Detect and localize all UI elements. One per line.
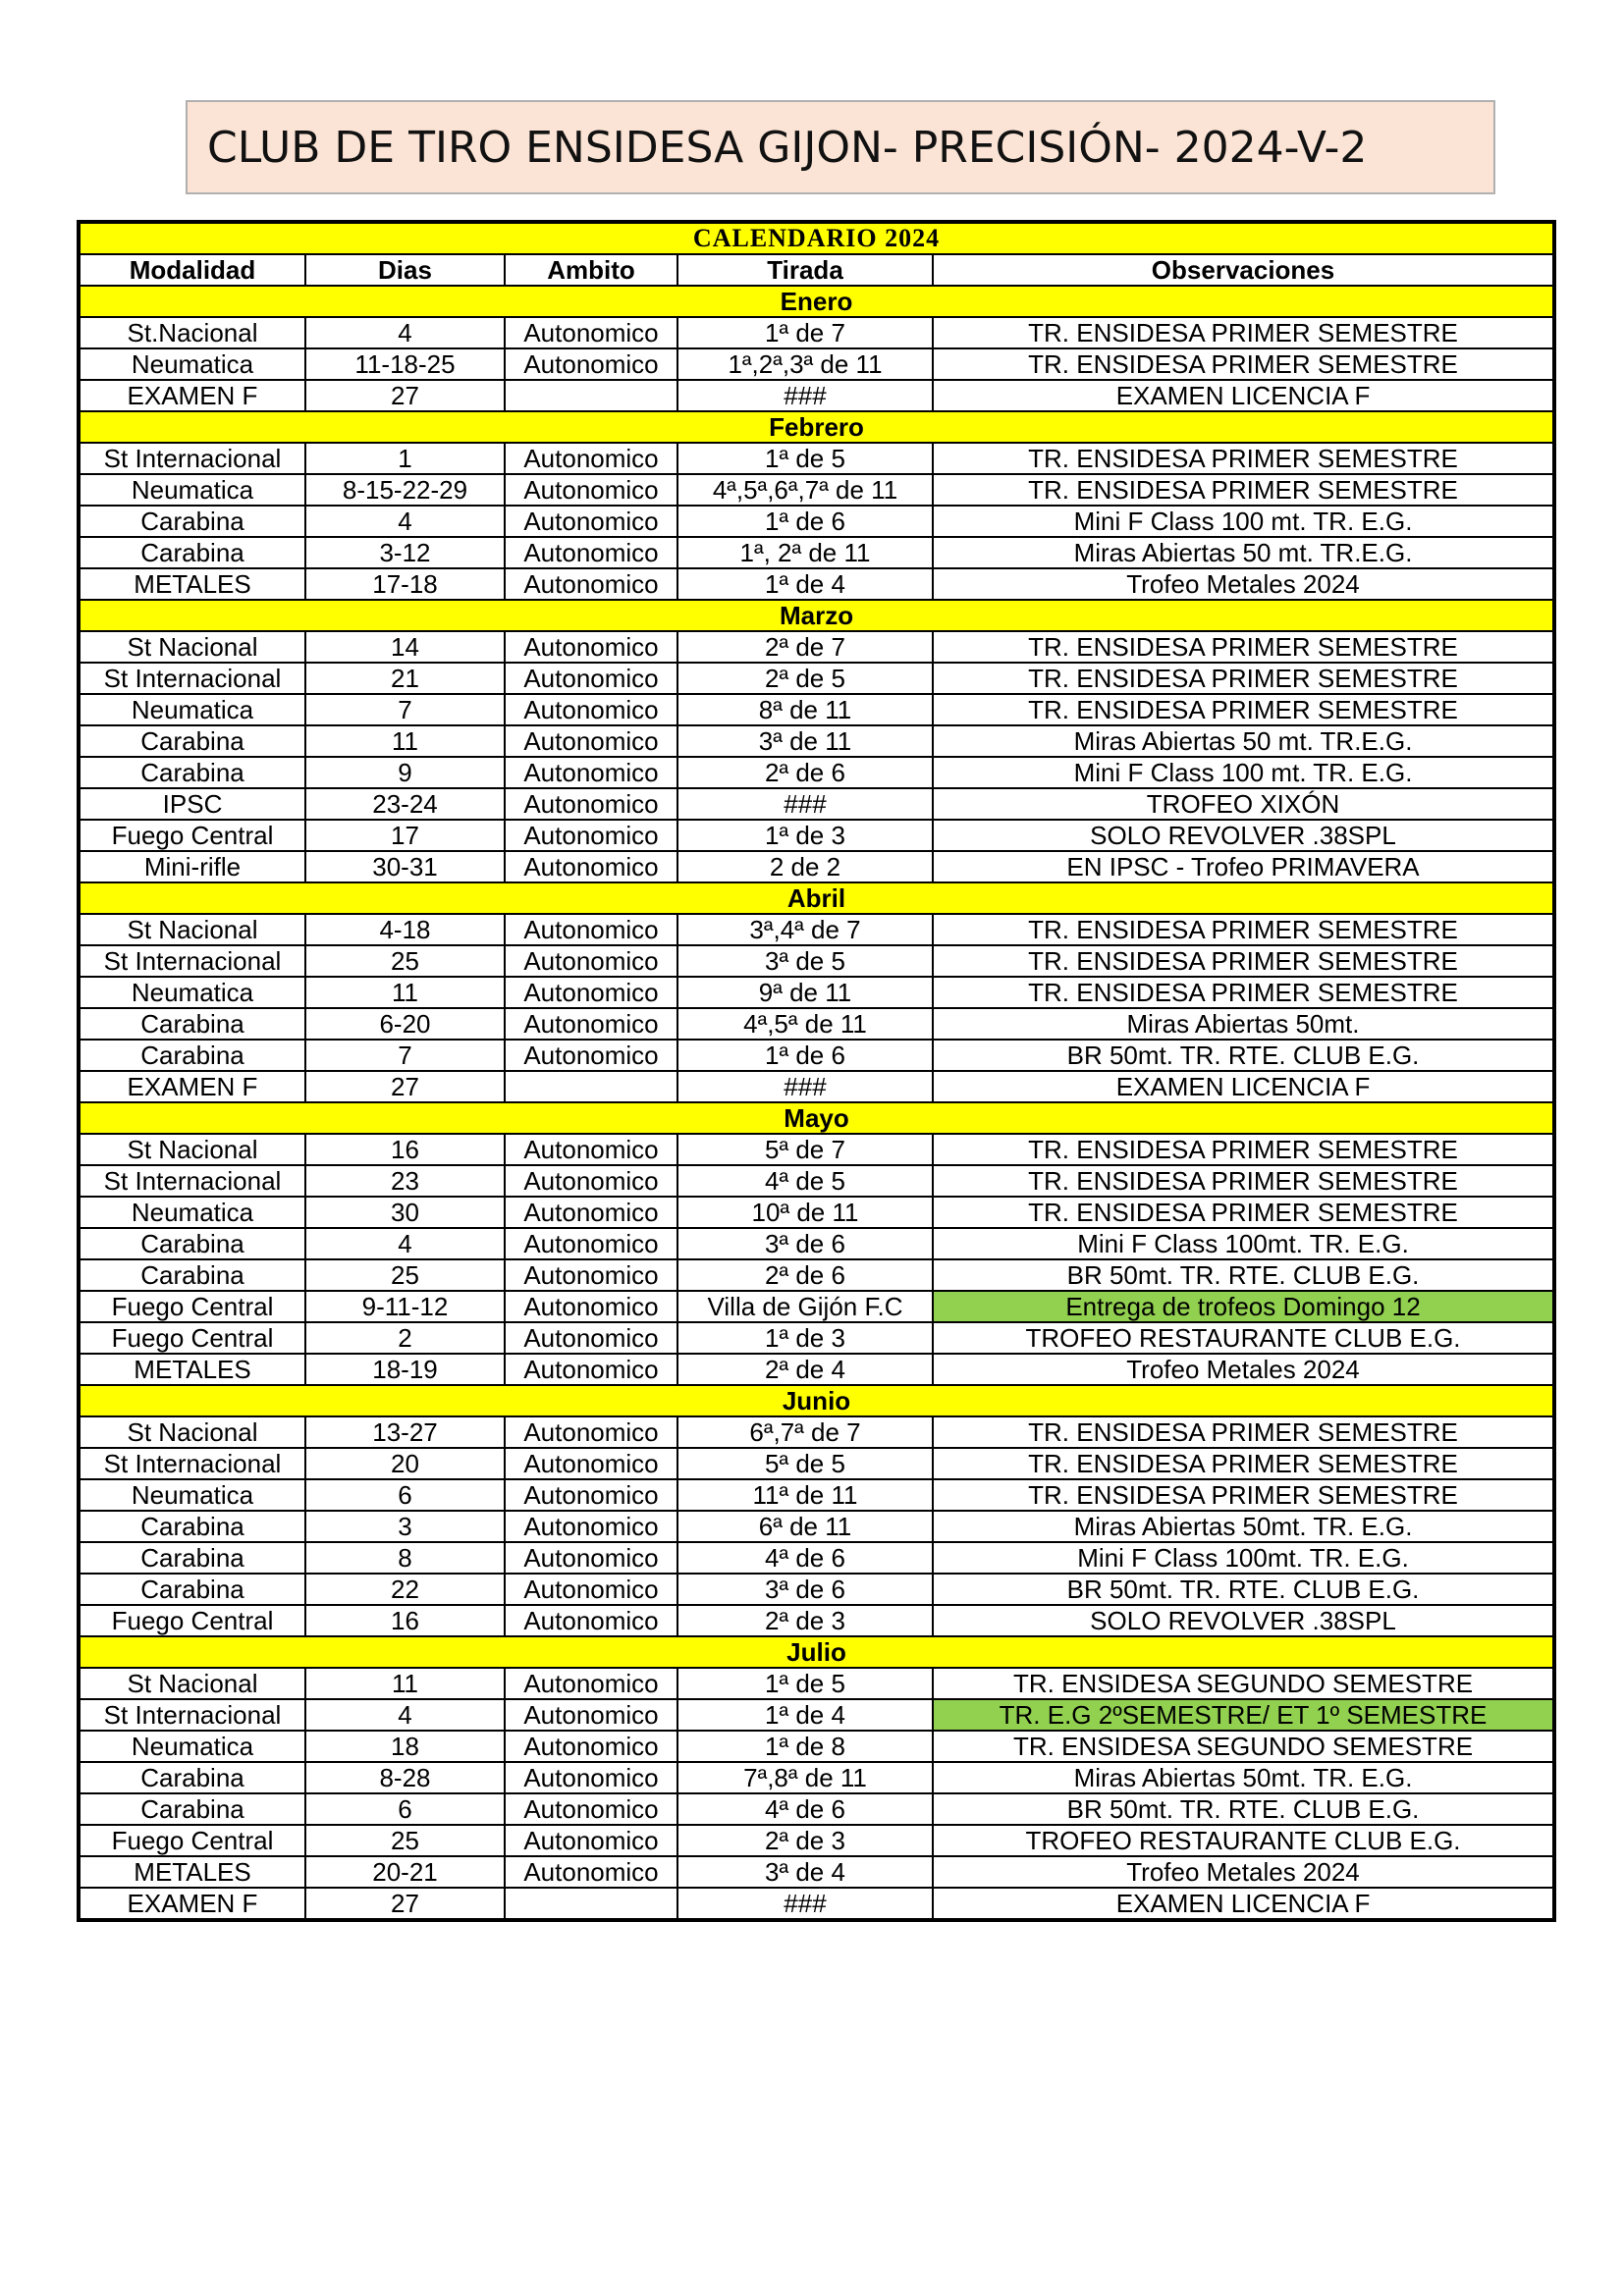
observaciones-cell: EXAMEN LICENCIA F bbox=[933, 380, 1554, 411]
modalidad-cell: Carabina bbox=[79, 506, 305, 537]
tirada-cell: 4ª de 5 bbox=[677, 1165, 933, 1197]
modalidad-cell: St Internacional bbox=[79, 443, 305, 474]
tirada-cell: 1ª de 6 bbox=[677, 506, 933, 537]
dias-cell: 8-28 bbox=[305, 1762, 505, 1793]
month-row bbox=[79, 882, 1554, 914]
observaciones-cell: TR. ENSIDESA PRIMER SEMESTRE bbox=[933, 1448, 1554, 1479]
dias-cell: 11 bbox=[305, 725, 505, 757]
tirada-cell: 7ª,8ª de 11 bbox=[677, 1762, 933, 1793]
observaciones-cell: Mini F Class 100mt. TR. E.G. bbox=[933, 1228, 1554, 1259]
event-row bbox=[79, 506, 1554, 537]
event-row bbox=[79, 663, 1554, 694]
tirada-cell: 2ª de 4 bbox=[677, 1354, 933, 1385]
modalidad-cell: St.Nacional bbox=[79, 317, 305, 348]
ambito-cell: Autonomico bbox=[505, 820, 677, 851]
event-row bbox=[79, 851, 1554, 882]
modalidad-cell: METALES bbox=[79, 1856, 305, 1888]
event-row bbox=[79, 1731, 1554, 1762]
dias-cell: 4 bbox=[305, 1228, 505, 1259]
event-row bbox=[79, 1793, 1554, 1825]
dias-cell: 6-20 bbox=[305, 1008, 505, 1040]
tirada-cell: ### bbox=[677, 380, 933, 411]
ambito-cell: Autonomico bbox=[505, 1134, 677, 1165]
tirada-cell: 1ª de 6 bbox=[677, 1040, 933, 1071]
ambito-cell: Autonomico bbox=[505, 1322, 677, 1354]
tirada-cell: 3ª de 11 bbox=[677, 725, 933, 757]
event-row bbox=[79, 1542, 1554, 1574]
ambito-cell: Autonomico bbox=[505, 1040, 677, 1071]
ambito-cell: Autonomico bbox=[505, 1479, 677, 1511]
dias-cell: 3 bbox=[305, 1511, 505, 1542]
tirada-cell: 2ª de 6 bbox=[677, 757, 933, 788]
month-row bbox=[79, 1385, 1554, 1416]
month-row bbox=[79, 411, 1554, 443]
tirada-cell: 3ª de 4 bbox=[677, 1856, 933, 1888]
ambito-cell: Autonomico bbox=[505, 1668, 677, 1699]
dias-cell: 3-12 bbox=[305, 537, 505, 568]
ambito-cell: Autonomico bbox=[505, 663, 677, 694]
tirada-cell: 5ª de 7 bbox=[677, 1134, 933, 1165]
event-row bbox=[79, 1825, 1554, 1856]
event-row bbox=[79, 1259, 1554, 1291]
event-row bbox=[79, 977, 1554, 1008]
month-name: Abril bbox=[79, 882, 1554, 914]
calendar-title-row bbox=[79, 222, 1554, 254]
modalidad-cell: METALES bbox=[79, 568, 305, 600]
observaciones-cell: TR. ENSIDESA PRIMER SEMESTRE bbox=[933, 663, 1554, 694]
dias-cell: 9 bbox=[305, 757, 505, 788]
tirada-cell: 1ª de 3 bbox=[677, 820, 933, 851]
observaciones-cell: TR. ENSIDESA PRIMER SEMESTRE bbox=[933, 443, 1554, 474]
tirada-cell: ### bbox=[677, 1071, 933, 1102]
tirada-cell: 2ª de 6 bbox=[677, 1259, 933, 1291]
modalidad-cell: EXAMEN F bbox=[79, 1888, 305, 1920]
observaciones-cell: Trofeo Metales 2024 bbox=[933, 1856, 1554, 1888]
ambito-cell: Autonomico bbox=[505, 1574, 677, 1605]
tirada-cell: 1ª de 7 bbox=[677, 317, 933, 348]
dias-cell: 30-31 bbox=[305, 851, 505, 882]
dias-cell: 8 bbox=[305, 1542, 505, 1574]
tirada-cell: 1ª de 5 bbox=[677, 1668, 933, 1699]
dias-cell: 18 bbox=[305, 1731, 505, 1762]
tirada-cell: ### bbox=[677, 788, 933, 820]
modalidad-cell: Fuego Central bbox=[79, 1825, 305, 1856]
dias-cell: 9-11-12 bbox=[305, 1291, 505, 1322]
modalidad-cell: Carabina bbox=[79, 1574, 305, 1605]
modalidad-cell: Mini-rifle bbox=[79, 851, 305, 882]
tirada-cell: 1ª,2ª,3ª de 11 bbox=[677, 348, 933, 380]
ambito-cell: Autonomico bbox=[505, 537, 677, 568]
tirada-cell: 1ª de 4 bbox=[677, 568, 933, 600]
observaciones-cell: SOLO REVOLVER .38SPL bbox=[933, 1605, 1554, 1636]
ambito-cell: Autonomico bbox=[505, 1542, 677, 1574]
modalidad-cell: Neumatica bbox=[79, 1197, 305, 1228]
observaciones-cell: TROFEO XIXÓN bbox=[933, 788, 1554, 820]
observaciones-cell: Miras Abiertas 50mt. bbox=[933, 1008, 1554, 1040]
observaciones-cell: TR. ENSIDESA PRIMER SEMESTRE bbox=[933, 1197, 1554, 1228]
event-row bbox=[79, 1416, 1554, 1448]
observaciones-cell: BR 50mt. TR. RTE. CLUB E.G. bbox=[933, 1040, 1554, 1071]
ambito-cell: Autonomico bbox=[505, 1511, 677, 1542]
observaciones-cell: EN IPSC - Trofeo PRIMAVERA bbox=[933, 851, 1554, 882]
dias-cell: 21 bbox=[305, 663, 505, 694]
modalidad-cell: Carabina bbox=[79, 1542, 305, 1574]
tirada-cell: 8ª de 11 bbox=[677, 694, 933, 725]
event-row bbox=[79, 1040, 1554, 1071]
tirada-cell: 11ª de 11 bbox=[677, 1479, 933, 1511]
modalidad-cell: Carabina bbox=[79, 1259, 305, 1291]
tirada-cell: 9ª de 11 bbox=[677, 977, 933, 1008]
modalidad-cell: Carabina bbox=[79, 725, 305, 757]
ambito-cell: Autonomico bbox=[505, 474, 677, 506]
modalidad-cell: Carabina bbox=[79, 1040, 305, 1071]
dias-cell: 22 bbox=[305, 1574, 505, 1605]
event-row bbox=[79, 725, 1554, 757]
dias-cell: 27 bbox=[305, 1071, 505, 1102]
column-header: Modalidad bbox=[79, 254, 305, 286]
event-row bbox=[79, 1762, 1554, 1793]
column-header: Observaciones bbox=[933, 254, 1554, 286]
event-row bbox=[79, 1448, 1554, 1479]
dias-cell: 4-18 bbox=[305, 914, 505, 945]
event-row bbox=[79, 443, 1554, 474]
ambito-cell bbox=[505, 1071, 677, 1102]
observaciones-cell: EXAMEN LICENCIA F bbox=[933, 1071, 1554, 1102]
event-row bbox=[79, 474, 1554, 506]
modalidad-cell: Fuego Central bbox=[79, 1605, 305, 1636]
modalidad-cell: IPSC bbox=[79, 788, 305, 820]
tirada-cell: 2ª de 3 bbox=[677, 1605, 933, 1636]
tirada-cell: 1ª, 2ª de 11 bbox=[677, 537, 933, 568]
event-row bbox=[79, 788, 1554, 820]
observaciones-cell: BR 50mt. TR. RTE. CLUB E.G. bbox=[933, 1574, 1554, 1605]
tirada-cell: 3ª,4ª de 7 bbox=[677, 914, 933, 945]
tirada-cell: 3ª de 6 bbox=[677, 1228, 933, 1259]
calendar-table bbox=[77, 220, 1556, 1922]
observaciones-cell: Entrega de trofeos Domingo 12 bbox=[933, 1291, 1554, 1322]
dias-cell: 16 bbox=[305, 1134, 505, 1165]
tirada-cell: 10ª de 11 bbox=[677, 1197, 933, 1228]
ambito-cell: Autonomico bbox=[505, 1008, 677, 1040]
month-row bbox=[79, 600, 1554, 631]
event-row bbox=[79, 1511, 1554, 1542]
modalidad-cell: Carabina bbox=[79, 1511, 305, 1542]
dias-cell: 25 bbox=[305, 1825, 505, 1856]
dias-cell: 17-18 bbox=[305, 568, 505, 600]
dias-cell: 4 bbox=[305, 506, 505, 537]
tirada-cell: 6ª,7ª de 7 bbox=[677, 1416, 933, 1448]
tirada-cell: 2 de 2 bbox=[677, 851, 933, 882]
dias-cell: 11 bbox=[305, 977, 505, 1008]
calendar-body bbox=[79, 286, 1554, 1920]
modalidad-cell: Neumatica bbox=[79, 694, 305, 725]
ambito-cell: Autonomico bbox=[505, 945, 677, 977]
dias-cell: 25 bbox=[305, 1259, 505, 1291]
dias-cell: 6 bbox=[305, 1479, 505, 1511]
modalidad-cell: EXAMEN F bbox=[79, 1071, 305, 1102]
tirada-cell: 3ª de 5 bbox=[677, 945, 933, 977]
observaciones-cell: TR. ENSIDESA PRIMER SEMESTRE bbox=[933, 977, 1554, 1008]
observaciones-cell: EXAMEN LICENCIA F bbox=[933, 1888, 1554, 1920]
month-row bbox=[79, 1636, 1554, 1668]
dias-cell: 20 bbox=[305, 1448, 505, 1479]
ambito-cell: Autonomico bbox=[505, 1354, 677, 1385]
modalidad-cell: Fuego Central bbox=[79, 820, 305, 851]
event-row bbox=[79, 1354, 1554, 1385]
modalidad-cell: St Internacional bbox=[79, 1448, 305, 1479]
ambito-cell: Autonomico bbox=[505, 851, 677, 882]
dias-cell: 6 bbox=[305, 1793, 505, 1825]
observaciones-cell: Miras Abiertas 50mt. TR. E.G. bbox=[933, 1511, 1554, 1542]
tirada-cell: 4ª de 6 bbox=[677, 1542, 933, 1574]
ambito-cell: Autonomico bbox=[505, 1165, 677, 1197]
event-row bbox=[79, 1856, 1554, 1888]
event-row bbox=[79, 1574, 1554, 1605]
tirada-cell: 3ª de 6 bbox=[677, 1574, 933, 1605]
event-row bbox=[79, 1699, 1554, 1731]
ambito-cell: Autonomico bbox=[505, 1793, 677, 1825]
tirada-cell: 2ª de 7 bbox=[677, 631, 933, 663]
ambito-cell: Autonomico bbox=[505, 914, 677, 945]
event-row bbox=[79, 348, 1554, 380]
ambito-cell: Autonomico bbox=[505, 317, 677, 348]
event-row bbox=[79, 914, 1554, 945]
observaciones-cell: SOLO REVOLVER .38SPL bbox=[933, 820, 1554, 851]
column-header: Ambito bbox=[505, 254, 677, 286]
ambito-cell bbox=[505, 380, 677, 411]
modalidad-cell: Neumatica bbox=[79, 474, 305, 506]
observaciones-cell: TROFEO RESTAURANTE CLUB E.G. bbox=[933, 1322, 1554, 1354]
modalidad-cell: St Internacional bbox=[79, 1699, 305, 1731]
month-name: Mayo bbox=[79, 1102, 1554, 1134]
modalidad-cell: Carabina bbox=[79, 1762, 305, 1793]
dias-cell: 4 bbox=[305, 317, 505, 348]
observaciones-cell: TR. ENSIDESA SEGUNDO SEMESTRE bbox=[933, 1731, 1554, 1762]
dias-cell: 30 bbox=[305, 1197, 505, 1228]
column-header: Dias bbox=[305, 254, 505, 286]
dias-cell: 13-27 bbox=[305, 1416, 505, 1448]
ambito-cell: Autonomico bbox=[505, 1197, 677, 1228]
modalidad-cell: St Nacional bbox=[79, 1416, 305, 1448]
observaciones-cell: TR. ENSIDESA PRIMER SEMESTRE bbox=[933, 694, 1554, 725]
dias-cell: 23-24 bbox=[305, 788, 505, 820]
observaciones-cell: TR. ENSIDESA PRIMER SEMESTRE bbox=[933, 348, 1554, 380]
tirada-cell: 4ª de 6 bbox=[677, 1793, 933, 1825]
tirada-cell: ### bbox=[677, 1888, 933, 1920]
ambito-cell: Autonomico bbox=[505, 1416, 677, 1448]
dias-cell: 14 bbox=[305, 631, 505, 663]
ambito-cell: Autonomico bbox=[505, 1762, 677, 1793]
event-row bbox=[79, 1291, 1554, 1322]
modalidad-cell: St Nacional bbox=[79, 631, 305, 663]
dias-cell: 17 bbox=[305, 820, 505, 851]
event-row bbox=[79, 537, 1554, 568]
dias-cell: 20-21 bbox=[305, 1856, 505, 1888]
dias-cell: 8-15-22-29 bbox=[305, 474, 505, 506]
ambito-cell: Autonomico bbox=[505, 1228, 677, 1259]
event-row bbox=[79, 1668, 1554, 1699]
observaciones-cell: TR. ENSIDESA SEGUNDO SEMESTRE bbox=[933, 1668, 1554, 1699]
event-row bbox=[79, 380, 1554, 411]
event-row bbox=[79, 631, 1554, 663]
modalidad-cell: Neumatica bbox=[79, 1479, 305, 1511]
ambito-cell: Autonomico bbox=[505, 348, 677, 380]
observaciones-cell: Mini F Class 100 mt. TR. E.G. bbox=[933, 757, 1554, 788]
month-row bbox=[79, 286, 1554, 317]
ambito-cell: Autonomico bbox=[505, 1259, 677, 1291]
modalidad-cell: Fuego Central bbox=[79, 1322, 305, 1354]
tirada-cell: 2ª de 3 bbox=[677, 1825, 933, 1856]
observaciones-cell: Mini F Class 100 mt. TR. E.G. bbox=[933, 506, 1554, 537]
dias-cell: 23 bbox=[305, 1165, 505, 1197]
ambito-cell: Autonomico bbox=[505, 757, 677, 788]
tirada-cell: 1ª de 4 bbox=[677, 1699, 933, 1731]
dias-cell: 4 bbox=[305, 1699, 505, 1731]
observaciones-cell: TR. ENSIDESA PRIMER SEMESTRE bbox=[933, 945, 1554, 977]
observaciones-cell: Mini F Class 100mt. TR. E.G. bbox=[933, 1542, 1554, 1574]
observaciones-cell: BR 50mt. TR. RTE. CLUB E.G. bbox=[933, 1259, 1554, 1291]
ambito-cell: Autonomico bbox=[505, 694, 677, 725]
observaciones-cell: Trofeo Metales 2024 bbox=[933, 1354, 1554, 1385]
dias-cell: 16 bbox=[305, 1605, 505, 1636]
modalidad-cell: Carabina bbox=[79, 537, 305, 568]
observaciones-cell: TR. E.G 2ºSEMESTRE/ ET 1º SEMESTRE bbox=[933, 1699, 1554, 1731]
tirada-cell: Villa de Gijón F.C bbox=[677, 1291, 933, 1322]
observaciones-cell: Trofeo Metales 2024 bbox=[933, 568, 1554, 600]
tirada-cell: 6ª de 11 bbox=[677, 1511, 933, 1542]
dias-cell: 2 bbox=[305, 1322, 505, 1354]
tirada-cell: 1ª de 3 bbox=[677, 1322, 933, 1354]
event-row bbox=[79, 820, 1554, 851]
modalidad-cell: Neumatica bbox=[79, 348, 305, 380]
tirada-cell: 1ª de 8 bbox=[677, 1731, 933, 1762]
modalidad-cell: Neumatica bbox=[79, 977, 305, 1008]
dias-cell: 25 bbox=[305, 945, 505, 977]
observaciones-cell: Miras Abiertas 50mt. TR. E.G. bbox=[933, 1762, 1554, 1793]
month-name: Enero bbox=[79, 286, 1554, 317]
event-row bbox=[79, 1228, 1554, 1259]
modalidad-cell: St Nacional bbox=[79, 1134, 305, 1165]
modalidad-cell: Neumatica bbox=[79, 1731, 305, 1762]
modalidad-cell: Carabina bbox=[79, 757, 305, 788]
modalidad-cell: METALES bbox=[79, 1354, 305, 1385]
ambito-cell: Autonomico bbox=[505, 725, 677, 757]
modalidad-cell: Carabina bbox=[79, 1228, 305, 1259]
event-row bbox=[79, 1322, 1554, 1354]
dias-cell: 11-18-25 bbox=[305, 348, 505, 380]
ambito-cell: Autonomico bbox=[505, 443, 677, 474]
event-row bbox=[79, 568, 1554, 600]
modalidad-cell: Fuego Central bbox=[79, 1291, 305, 1322]
event-row bbox=[79, 1165, 1554, 1197]
observaciones-cell: TR. ENSIDESA PRIMER SEMESTRE bbox=[933, 1134, 1554, 1165]
ambito-cell: Autonomico bbox=[505, 788, 677, 820]
ambito-cell: Autonomico bbox=[505, 1605, 677, 1636]
event-row bbox=[79, 945, 1554, 977]
ambito-cell: Autonomico bbox=[505, 506, 677, 537]
month-name: Junio bbox=[79, 1385, 1554, 1416]
event-row bbox=[79, 317, 1554, 348]
ambito-cell: Autonomico bbox=[505, 631, 677, 663]
modalidad-cell: EXAMEN F bbox=[79, 380, 305, 411]
modalidad-cell: St Internacional bbox=[79, 945, 305, 977]
observaciones-cell: TR. ENSIDESA PRIMER SEMESTRE bbox=[933, 631, 1554, 663]
dias-cell: 7 bbox=[305, 694, 505, 725]
dias-cell: 11 bbox=[305, 1668, 505, 1699]
observaciones-cell: Miras Abiertas 50 mt. TR.E.G. bbox=[933, 725, 1554, 757]
tirada-cell: 2ª de 5 bbox=[677, 663, 933, 694]
ambito-cell: Autonomico bbox=[505, 1448, 677, 1479]
modalidad-cell: St Nacional bbox=[79, 914, 305, 945]
month-name: Marzo bbox=[79, 600, 1554, 631]
event-row bbox=[79, 1479, 1554, 1511]
dias-cell: 27 bbox=[305, 380, 505, 411]
modalidad-cell: St Nacional bbox=[79, 1668, 305, 1699]
event-row bbox=[79, 1134, 1554, 1165]
event-row bbox=[79, 1071, 1554, 1102]
tirada-cell: 4ª,5ª,6ª,7ª de 11 bbox=[677, 474, 933, 506]
observaciones-cell: BR 50mt. TR. RTE. CLUB E.G. bbox=[933, 1793, 1554, 1825]
dias-cell: 18-19 bbox=[305, 1354, 505, 1385]
dias-cell: 1 bbox=[305, 443, 505, 474]
observaciones-cell: TR. ENSIDESA PRIMER SEMESTRE bbox=[933, 1479, 1554, 1511]
month-row bbox=[79, 1102, 1554, 1134]
tirada-cell: 4ª,5ª de 11 bbox=[677, 1008, 933, 1040]
ambito-cell: Autonomico bbox=[505, 1825, 677, 1856]
tirada-cell: 5ª de 5 bbox=[677, 1448, 933, 1479]
observaciones-cell: TR. ENSIDESA PRIMER SEMESTRE bbox=[933, 1416, 1554, 1448]
column-header: Tirada bbox=[677, 254, 933, 286]
event-row bbox=[79, 1197, 1554, 1228]
observaciones-cell: Miras Abiertas 50 mt. TR.E.G. bbox=[933, 537, 1554, 568]
modalidad-cell: Carabina bbox=[79, 1008, 305, 1040]
event-row bbox=[79, 694, 1554, 725]
observaciones-cell: TR. ENSIDESA PRIMER SEMESTRE bbox=[933, 317, 1554, 348]
observaciones-cell: TROFEO RESTAURANTE CLUB E.G. bbox=[933, 1825, 1554, 1856]
month-name: Febrero bbox=[79, 411, 1554, 443]
tirada-cell: 1ª de 5 bbox=[677, 443, 933, 474]
ambito-cell bbox=[505, 1888, 677, 1920]
modalidad-cell: Carabina bbox=[79, 1793, 305, 1825]
ambito-cell: Autonomico bbox=[505, 1731, 677, 1762]
column-header-row bbox=[79, 254, 1554, 286]
document-title: CLUB DE TIRO ENSIDESA GIJON- PRECISIÓN- 2024-V-2 bbox=[186, 100, 1495, 194]
ambito-cell: Autonomico bbox=[505, 977, 677, 1008]
observaciones-cell: TR. ENSIDESA PRIMER SEMESTRE bbox=[933, 914, 1554, 945]
event-row bbox=[79, 757, 1554, 788]
dias-cell: 7 bbox=[305, 1040, 505, 1071]
calendar-title: CALENDARIO 2024 bbox=[79, 222, 1554, 254]
ambito-cell: Autonomico bbox=[505, 568, 677, 600]
event-row bbox=[79, 1605, 1554, 1636]
modalidad-cell: St Internacional bbox=[79, 1165, 305, 1197]
observaciones-cell: TR. ENSIDESA PRIMER SEMESTRE bbox=[933, 474, 1554, 506]
observaciones-cell: TR. ENSIDESA PRIMER SEMESTRE bbox=[933, 1165, 1554, 1197]
modalidad-cell: St Internacional bbox=[79, 663, 305, 694]
dias-cell: 27 bbox=[305, 1888, 505, 1920]
event-row bbox=[79, 1008, 1554, 1040]
ambito-cell: Autonomico bbox=[505, 1699, 677, 1731]
month-name: Julio bbox=[79, 1636, 1554, 1668]
ambito-cell: Autonomico bbox=[505, 1291, 677, 1322]
ambito-cell: Autonomico bbox=[505, 1856, 677, 1888]
event-row bbox=[79, 1888, 1554, 1920]
